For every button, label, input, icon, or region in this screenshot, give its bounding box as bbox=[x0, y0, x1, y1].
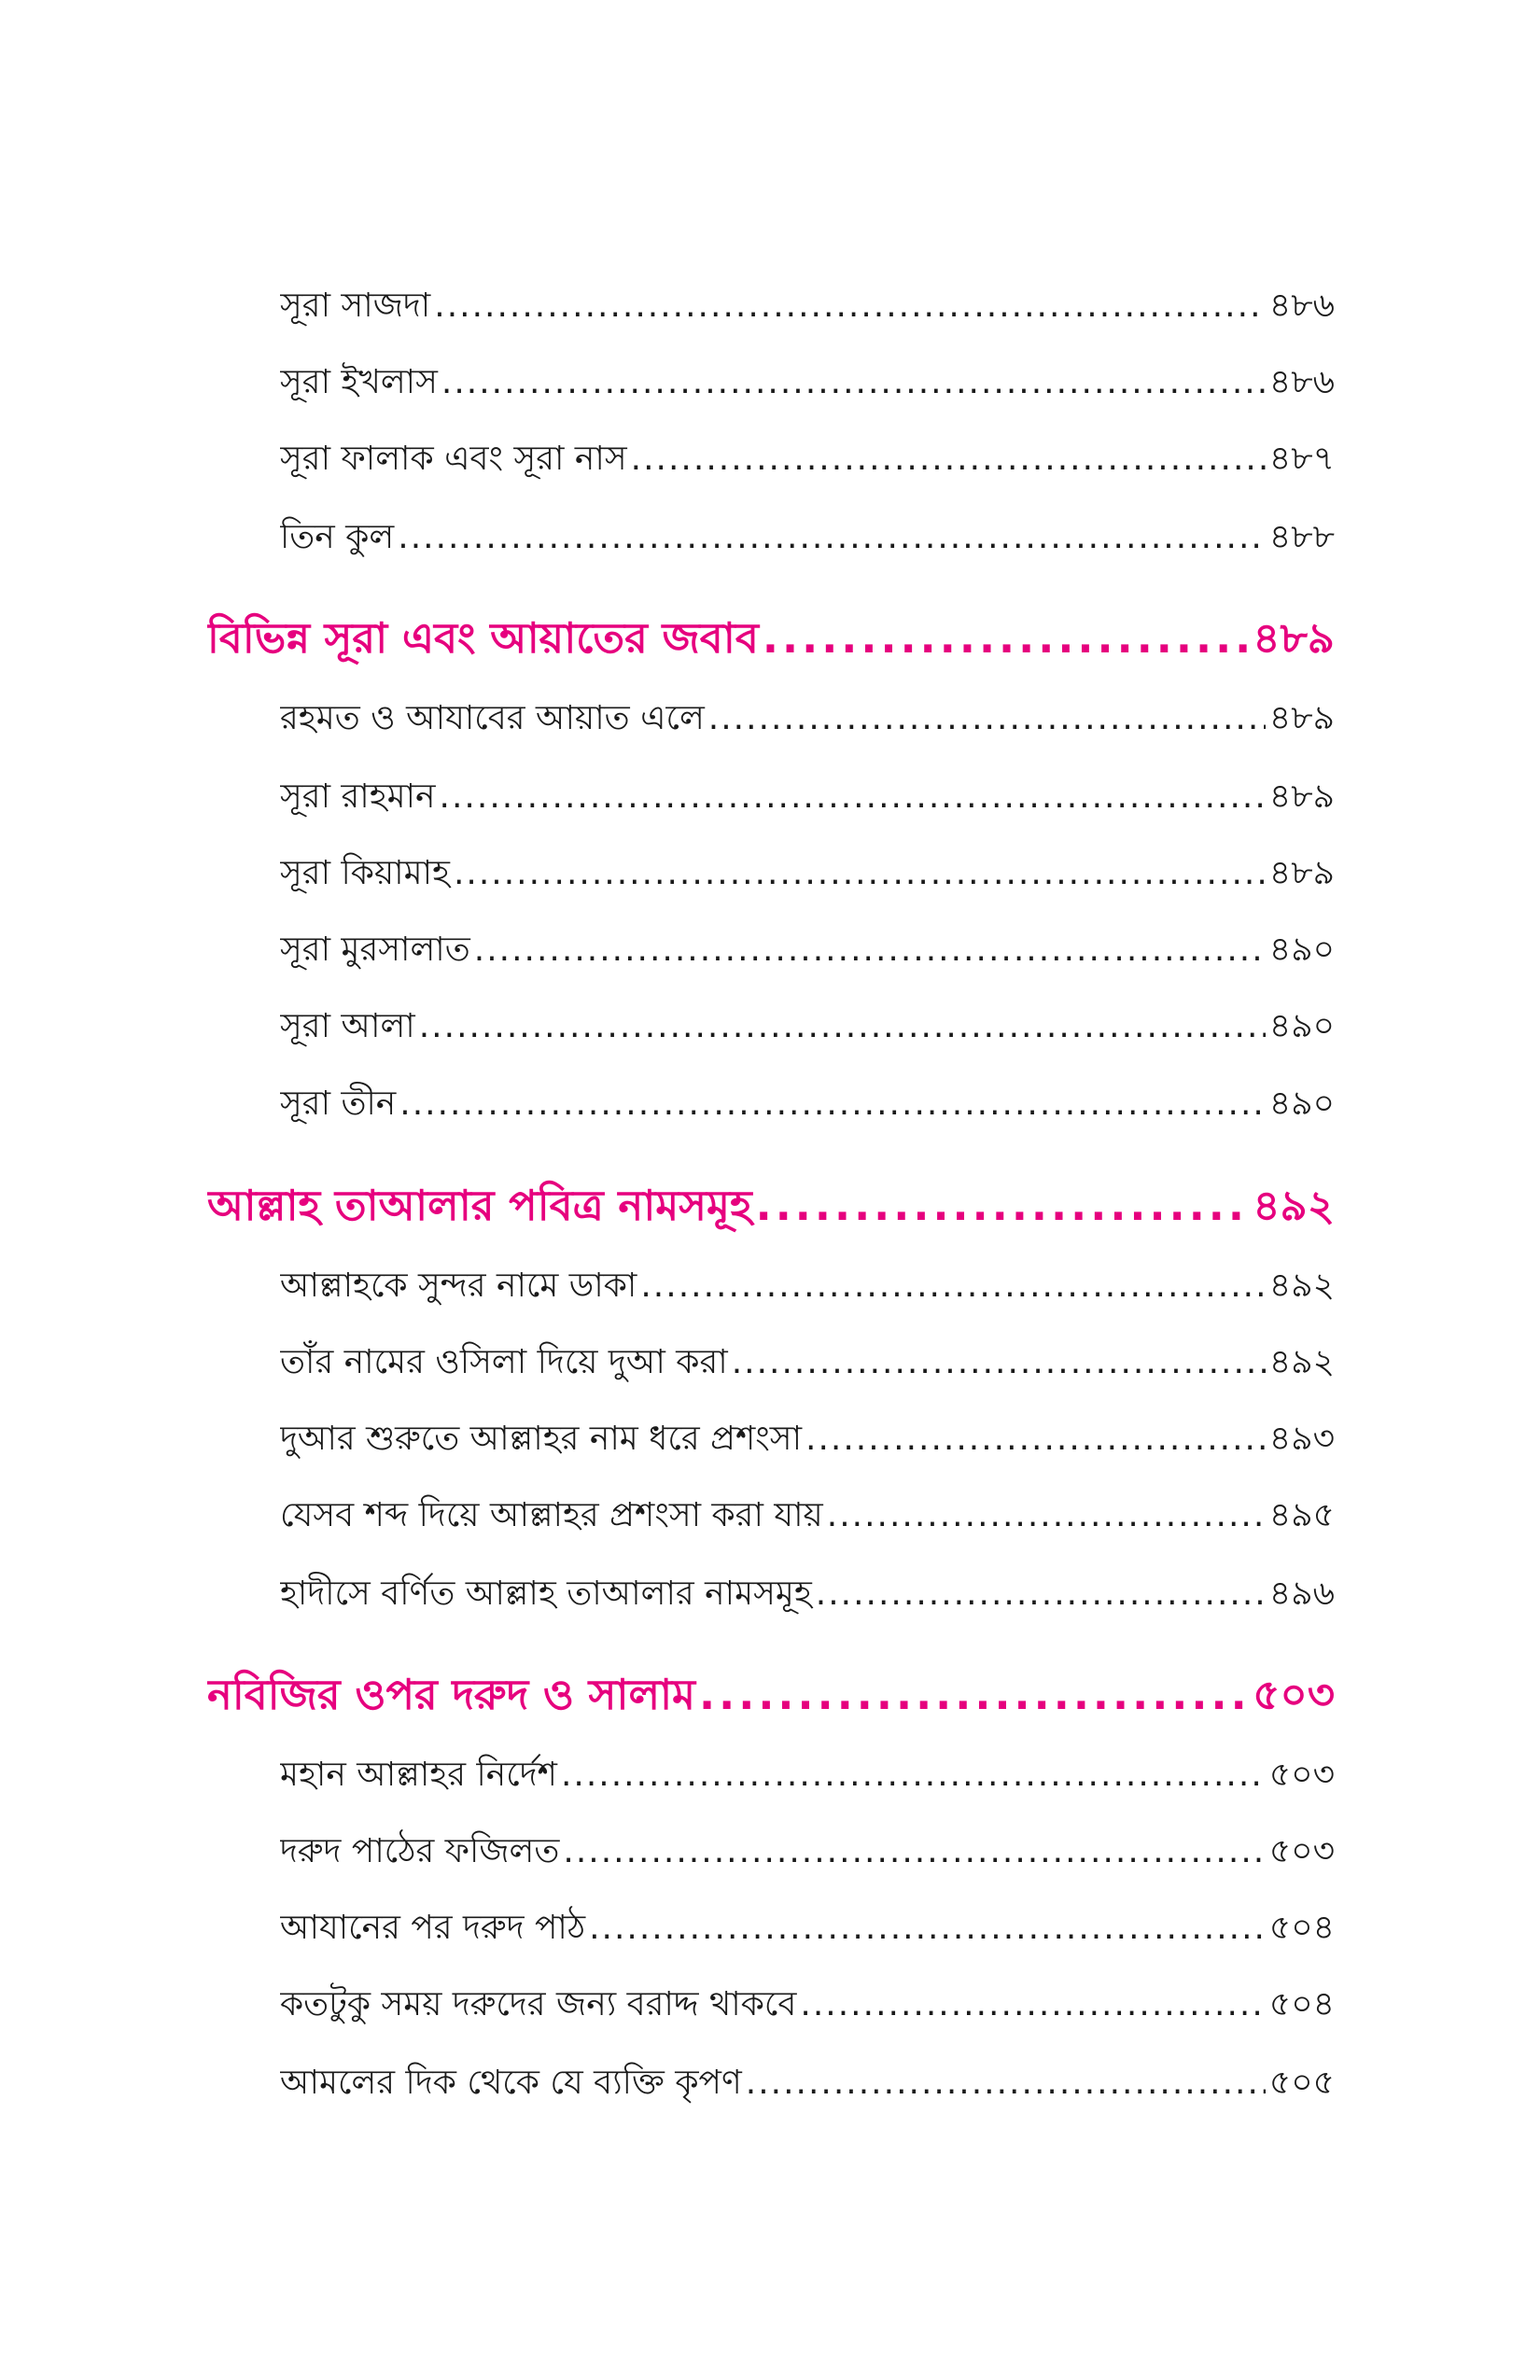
toc-entry-page: ৪৮৭ bbox=[1268, 440, 1335, 478]
toc-entry bbox=[280, 693, 1335, 749]
toc-section-page: ৪৮৯ bbox=[1253, 613, 1335, 663]
toc-entry-title: দুআর শুরুতে আল্লাহর নাম ধরে প্রশংসা bbox=[280, 1420, 803, 1458]
toc-section-page: ৫০৩ bbox=[1253, 1670, 1335, 1719]
toc-entry bbox=[280, 511, 1335, 567]
toc-entry bbox=[280, 1337, 1335, 1393]
dot-leader bbox=[454, 854, 1266, 892]
toc-entry-title: আযানের পর দরুদ পাঠ bbox=[280, 1909, 586, 1947]
toc-section-title: বিভিন্ন সূরা এবং আয়াতের জবাব bbox=[207, 613, 759, 663]
dot-leader bbox=[800, 1985, 1265, 2023]
toc-section-title: নবিজির ওপর দরুদ ও সালাম bbox=[207, 1670, 696, 1719]
dot-leader bbox=[805, 1420, 1266, 1458]
toc-entry bbox=[280, 771, 1335, 827]
toc-entry-title: রহমত ও আযাবের আয়াত এলে bbox=[280, 699, 705, 737]
toc-entry-page: ৪৯৫ bbox=[1268, 1496, 1335, 1534]
toc-entry bbox=[280, 924, 1335, 980]
dot-leader bbox=[763, 613, 1249, 663]
toc-entry-page: ৪৯২ bbox=[1268, 1267, 1335, 1305]
toc-entry-title: হাদীসে বর্ণিত আল্লাহ তাআলার নামসমূহ bbox=[280, 1575, 812, 1613]
toc-entry bbox=[280, 1826, 1335, 1882]
toc-entry-page: ৫০৪ bbox=[1268, 1985, 1335, 2023]
dot-leader bbox=[563, 1832, 1265, 1870]
toc-entry-page: ৪৮৯ bbox=[1268, 777, 1335, 816]
toc-entry-title: কতটুকু সময় দরুদের জন্য বরাদ্দ থাকবে bbox=[280, 1985, 797, 2023]
toc-entry-title: যেসব শব্দ দিয়ে আল্লাহর প্রশংসা করা যায় bbox=[280, 1496, 823, 1534]
toc-entry-page: ৪৯০ bbox=[1268, 1007, 1335, 1045]
toc-entry-page: ৪৮৮ bbox=[1268, 518, 1335, 556]
toc-entry-page: ৪৯২ bbox=[1268, 1343, 1335, 1381]
toc-entry bbox=[280, 1749, 1335, 1805]
dot-leader bbox=[399, 1085, 1266, 1123]
toc-entry bbox=[280, 1413, 1335, 1469]
dot-leader bbox=[398, 518, 1266, 556]
toc-entry-page: ৪৮৬ bbox=[1268, 363, 1335, 401]
toc-entry-title: সূরা ইখলাস bbox=[280, 363, 438, 401]
toc-entry bbox=[280, 1979, 1335, 2035]
dot-leader bbox=[561, 1756, 1266, 1794]
toc-entry-page: ৫০৩ bbox=[1268, 1756, 1335, 1794]
dot-leader bbox=[699, 1670, 1249, 1719]
toc-entry-page: ৪৯০ bbox=[1268, 1085, 1335, 1123]
toc-entry-title: সূরা তীন bbox=[280, 1085, 397, 1123]
toc-entry-page: ৪৮৯ bbox=[1268, 699, 1335, 737]
toc-entry-title: তাঁর নামের ওসিলা দিয়ে দুআ করা bbox=[280, 1343, 728, 1381]
dot-leader bbox=[474, 931, 1266, 969]
toc-section-heading bbox=[207, 607, 1335, 677]
toc-entry-title: মহান আল্লাহর নির্দেশ bbox=[280, 1756, 557, 1794]
toc-entry-title: সূরা রাহমান bbox=[280, 777, 436, 816]
dot-leader bbox=[589, 1909, 1266, 1947]
toc-section-title: আল্লাহ তাআলার পবিত্র নামসমূহ bbox=[207, 1181, 752, 1230]
toc-entry bbox=[280, 847, 1335, 903]
toc-entry-title: আল্লাহকে সুন্দর নামে ডাকা bbox=[280, 1267, 637, 1305]
dot-leader bbox=[440, 777, 1266, 816]
toc-entry bbox=[280, 357, 1335, 413]
toc-section-page: ৪৯২ bbox=[1253, 1181, 1335, 1230]
toc-entry bbox=[280, 433, 1335, 489]
dot-leader bbox=[756, 1181, 1250, 1230]
toc-entry-page: ৫০৩ bbox=[1268, 1832, 1335, 1870]
toc-entry-page: ৫০৪ bbox=[1268, 1909, 1335, 1947]
dot-leader bbox=[434, 287, 1266, 325]
toc-entry-page: ৪৯০ bbox=[1268, 931, 1335, 969]
toc-entry bbox=[280, 1902, 1335, 1958]
dot-leader bbox=[746, 2064, 1266, 2102]
toc-entry-title: সূরা কিয়ামাহ bbox=[280, 854, 450, 892]
toc-entry bbox=[280, 2057, 1335, 2113]
toc-entry-page: ৫০৫ bbox=[1268, 2064, 1335, 2102]
toc-entry-page: ৪৯৩ bbox=[1268, 1420, 1335, 1458]
toc-entry bbox=[280, 1490, 1335, 1546]
toc-entry-title: সূরা মুরসালাত bbox=[280, 931, 470, 969]
dot-leader bbox=[816, 1575, 1266, 1613]
toc-entry-title: দরুদ পাঠের ফজিলত bbox=[280, 1832, 560, 1870]
dot-leader bbox=[441, 363, 1266, 401]
toc-entry-title: সূরা সাজদা bbox=[280, 287, 431, 325]
dot-leader bbox=[419, 1007, 1266, 1045]
toc-entry-title: সূরা আলা bbox=[280, 1007, 415, 1045]
toc-entry-title: তিন কুল bbox=[280, 518, 395, 556]
toc-entry bbox=[280, 1078, 1335, 1134]
toc-entry-page: ৪৮৯ bbox=[1268, 854, 1335, 892]
toc-section-heading bbox=[207, 1663, 1335, 1733]
toc-entry bbox=[280, 1568, 1335, 1624]
dot-leader bbox=[827, 1496, 1266, 1534]
toc-entry-page: ৪৮৬ bbox=[1268, 287, 1335, 325]
toc-entry bbox=[280, 1260, 1335, 1316]
toc-entry bbox=[280, 1001, 1335, 1057]
dot-leader bbox=[708, 699, 1266, 737]
dot-leader bbox=[732, 1343, 1266, 1381]
toc-entry-title: আমলের দিক থেকে যে ব্যক্তি কৃপণ bbox=[280, 2064, 742, 2102]
toc-entry bbox=[280, 280, 1335, 336]
dot-leader bbox=[640, 1267, 1266, 1305]
toc-entry-title: সূরা ফালাক এবং সূরা নাস bbox=[280, 440, 627, 478]
toc-section-heading bbox=[207, 1174, 1335, 1244]
dot-leader bbox=[631, 440, 1266, 478]
toc-entry-page: ৪৯৬ bbox=[1268, 1575, 1335, 1613]
